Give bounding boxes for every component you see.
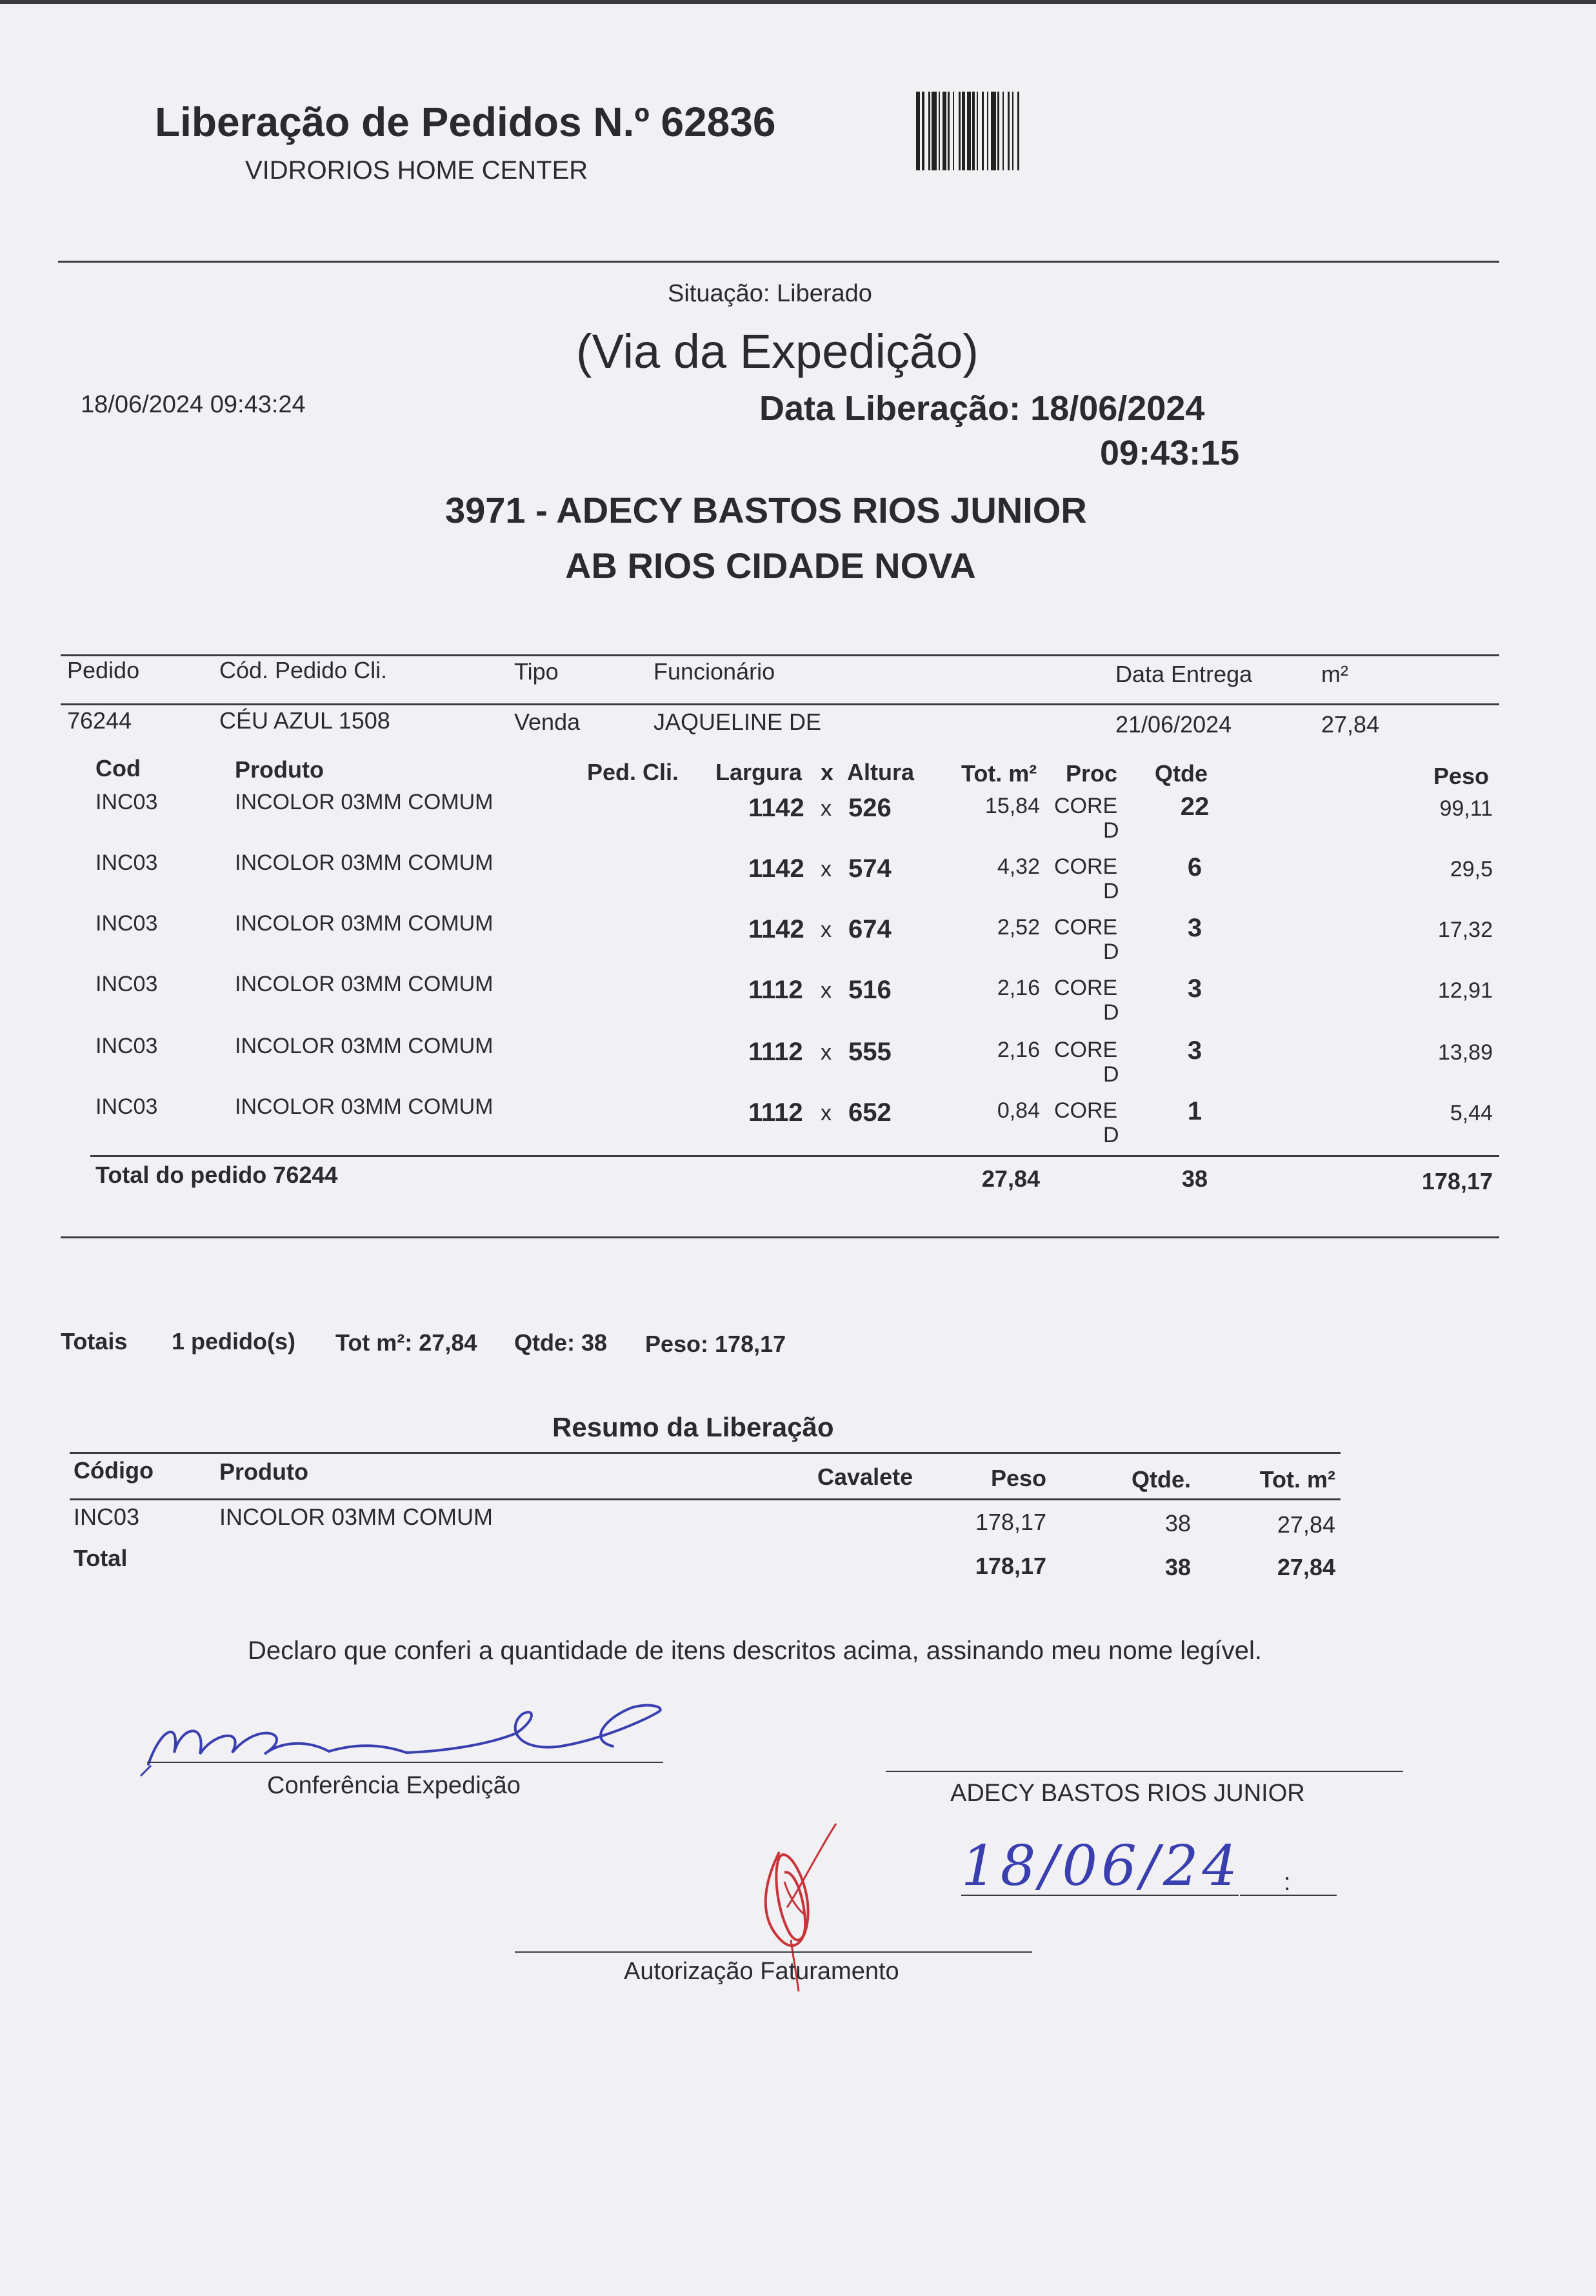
- item-cod: INC03: [95, 1094, 158, 1119]
- item-row: [0, 851, 1596, 909]
- item-tot-m2: 15,84: [984, 794, 1040, 818]
- release-time: 09:43:15: [1100, 434, 1240, 472]
- item-altura: 555: [848, 1038, 892, 1066]
- item-x: x: [821, 857, 832, 881]
- item-row: [0, 972, 1596, 1030]
- items-col-peso: Peso: [1433, 763, 1490, 789]
- item-largura: 1112: [748, 1038, 803, 1066]
- copy-label: (Via da Expedição): [576, 325, 979, 378]
- handwritten-date: 18/06/24: [961, 1834, 1242, 1898]
- item-peso: 99,11: [1439, 796, 1493, 821]
- date-line: [961, 1895, 1239, 1896]
- item-row: [0, 911, 1596, 969]
- item-produto: INCOLOR 03MM COMUM: [235, 1034, 494, 1058]
- item-x: x: [821, 1040, 832, 1065]
- summary-col-tot-m2: Tot. m²: [1259, 1466, 1335, 1493]
- barcode: [916, 92, 1168, 170]
- summary-tot-m2: 27,84: [1277, 1511, 1335, 1538]
- item-produto: INCOLOR 03MM COMUM: [235, 972, 494, 996]
- item-cod: INC03: [95, 1034, 158, 1058]
- order-total-m2: 27,84: [981, 1165, 1040, 1192]
- item-peso: 29,5: [1450, 857, 1493, 881]
- client-name: 3971 - ADECY BASTOS RIOS JUNIOR: [445, 490, 1087, 530]
- col-m2: m²: [1321, 661, 1348, 687]
- order-total-label: Total do pedido 76244: [95, 1162, 338, 1188]
- items-col-produto: Produto: [235, 756, 324, 783]
- items-col-ped-cli: Ped. Cli.: [587, 759, 679, 785]
- items-col-proc: Proc: [1066, 760, 1118, 787]
- summary-col-qtde: Qtde.: [1131, 1466, 1191, 1493]
- item-altura: 526: [848, 794, 892, 822]
- authorization-label: Autorização Faturamento: [624, 1958, 899, 1985]
- item-qtde: 3: [1187, 914, 1202, 942]
- item-row: [0, 1034, 1596, 1092]
- item-peso: 5,44: [1450, 1101, 1493, 1125]
- summary-col-cavalete: Cavalete: [817, 1464, 913, 1490]
- item-row: [0, 1094, 1596, 1153]
- item-tot-m2: 2,16: [997, 1038, 1040, 1062]
- header-divider: [58, 261, 1499, 263]
- item-produto: INCOLOR 03MM COMUM: [235, 851, 494, 875]
- item-cod: INC03: [95, 851, 158, 875]
- order-total-qtde: 38: [1181, 1165, 1208, 1192]
- col-funcionario: Funcionário: [653, 658, 775, 685]
- item-proc-suffix: D: [1103, 1000, 1119, 1025]
- items-col-tot-m2: Tot. m²: [961, 760, 1037, 787]
- items-col-altura: Altura: [847, 759, 915, 785]
- summary-produto: INCOLOR 03MM COMUM: [219, 1504, 494, 1530]
- order-table-header-line: [61, 703, 1499, 705]
- summary-top-line: [70, 1452, 1341, 1454]
- order-table-top-line: [61, 654, 1499, 656]
- item-peso: 12,91: [1437, 978, 1493, 1003]
- item-x: x: [821, 1101, 832, 1125]
- order-m2: 27,84: [1321, 711, 1380, 738]
- summary-peso: 178,17: [975, 1509, 1046, 1535]
- summary-total-tot-m2: 27,84: [1277, 1554, 1335, 1580]
- summary-col-peso: Peso: [990, 1465, 1046, 1491]
- item-x: x: [821, 978, 832, 1003]
- item-altura: 516: [848, 976, 892, 1004]
- item-qtde: 22: [1180, 792, 1210, 821]
- item-peso: 13,89: [1437, 1040, 1493, 1065]
- order-total-peso: 178,17: [1421, 1168, 1493, 1194]
- delivery-date: 21/06/2024: [1115, 711, 1232, 738]
- item-peso: 17,32: [1437, 918, 1493, 942]
- item-x: x: [821, 918, 832, 942]
- item-qtde: 6: [1187, 853, 1202, 881]
- totals-qtde: Qtde: 38: [514, 1329, 608, 1356]
- summary-codigo: INC03: [74, 1504, 140, 1530]
- item-proc: CORE: [1054, 1098, 1118, 1123]
- col-tipo: Tipo: [514, 658, 559, 685]
- client-store: AB RIOS CIDADE NOVA: [565, 545, 976, 586]
- item-proc: CORE: [1054, 915, 1118, 940]
- printed-at: 18/06/2024 09:43:24: [81, 391, 306, 418]
- summary-col-produto: Produto: [219, 1458, 308, 1485]
- item-largura: 1112: [748, 1098, 803, 1127]
- item-proc: CORE: [1054, 1038, 1118, 1062]
- status-text: Situação: Liberado: [668, 280, 872, 307]
- order-type: Venda: [514, 709, 581, 735]
- item-produto: INCOLOR 03MM COMUM: [235, 1094, 494, 1119]
- items-col-largura: Largura: [715, 759, 803, 785]
- declaration-text: Declaro que conferi a quantidade de itens descritos acima, assinando meu nome legível.: [248, 1636, 1262, 1665]
- summary-total-peso: 178,17: [975, 1553, 1046, 1579]
- item-proc-suffix: D: [1103, 818, 1119, 843]
- items-col-qtde: Qtde: [1155, 760, 1208, 787]
- item-x: x: [821, 796, 832, 821]
- item-produto: INCOLOR 03MM COMUM: [235, 911, 494, 936]
- conference-label: Conferência Expedição: [267, 1772, 521, 1799]
- items-total-line: [90, 1155, 1499, 1157]
- item-largura: 1142: [748, 854, 804, 883]
- col-cod-pedido-cli: Cód. Pedido Cli.: [219, 657, 388, 683]
- release-date: Data Liberação: 18/06/2024: [759, 389, 1205, 428]
- summary-col-codigo: Código: [74, 1457, 154, 1484]
- item-tot-m2: 4,32: [997, 854, 1040, 879]
- item-altura: 674: [848, 915, 892, 943]
- document-page: [0, 4, 1596, 2296]
- totals-peso: Peso: 178,17: [645, 1331, 786, 1357]
- item-produto: INCOLOR 03MM COMUM: [235, 790, 494, 814]
- items-bottom-line: [61, 1236, 1499, 1238]
- summary-total-label: Total: [74, 1545, 128, 1571]
- item-qtde: 3: [1187, 1036, 1202, 1065]
- conference-signature: [135, 1682, 671, 1785]
- time-separator: :: [1284, 1869, 1291, 1896]
- item-altura: 652: [848, 1098, 892, 1127]
- summary-title: Resumo da Liberação: [552, 1412, 834, 1442]
- item-cod: INC03: [95, 911, 158, 936]
- item-proc-suffix: D: [1103, 940, 1119, 964]
- client-signature-line: [886, 1771, 1403, 1772]
- item-proc-suffix: D: [1103, 1123, 1119, 1147]
- totals-label: Totais: [61, 1328, 128, 1354]
- totals-m2: Tot m²: 27,84: [335, 1329, 477, 1356]
- item-proc-suffix: D: [1103, 879, 1119, 903]
- summary-header-line: [70, 1498, 1341, 1500]
- client-order-code: CÉU AZUL 1508: [219, 707, 390, 734]
- client-signature-name: ADECY BASTOS RIOS JUNIOR: [950, 1780, 1305, 1807]
- item-proc: CORE: [1054, 854, 1118, 879]
- item-tot-m2: 2,16: [997, 976, 1040, 1000]
- item-qtde: 1: [1187, 1097, 1202, 1125]
- order-number: 76244: [67, 707, 132, 734]
- item-largura: 1142: [748, 915, 804, 943]
- item-proc: CORE: [1054, 976, 1118, 1000]
- document-title: Liberação de Pedidos N.º 62836: [155, 99, 776, 145]
- item-largura: 1112: [748, 976, 803, 1004]
- col-pedido: Pedido: [67, 657, 140, 683]
- item-proc-suffix: D: [1103, 1062, 1119, 1087]
- company-name: VIDRORIOS HOME CENTER: [245, 156, 588, 185]
- authorization-line: [515, 1951, 1032, 1953]
- items-col-cod: Cod: [95, 755, 141, 781]
- summary-qtde: 38: [1164, 1510, 1191, 1536]
- item-cod: INC03: [95, 790, 158, 814]
- summary-total-qtde: 38: [1164, 1554, 1191, 1580]
- item-largura: 1142: [748, 794, 804, 822]
- item-tot-m2: 2,52: [997, 915, 1040, 940]
- item-cod: INC03: [95, 972, 158, 996]
- item-row: [0, 790, 1596, 848]
- item-proc: CORE: [1054, 794, 1118, 818]
- conference-signature-line: [147, 1762, 663, 1763]
- item-altura: 574: [848, 854, 892, 883]
- employee: JAQUELINE DE: [653, 709, 822, 735]
- item-qtde: 3: [1187, 974, 1202, 1003]
- totals-orders: 1 pedido(s): [172, 1328, 296, 1354]
- item-tot-m2: 0,84: [997, 1098, 1040, 1123]
- items-col-x: x: [821, 759, 834, 785]
- col-data-entrega: Data Entrega: [1115, 661, 1253, 687]
